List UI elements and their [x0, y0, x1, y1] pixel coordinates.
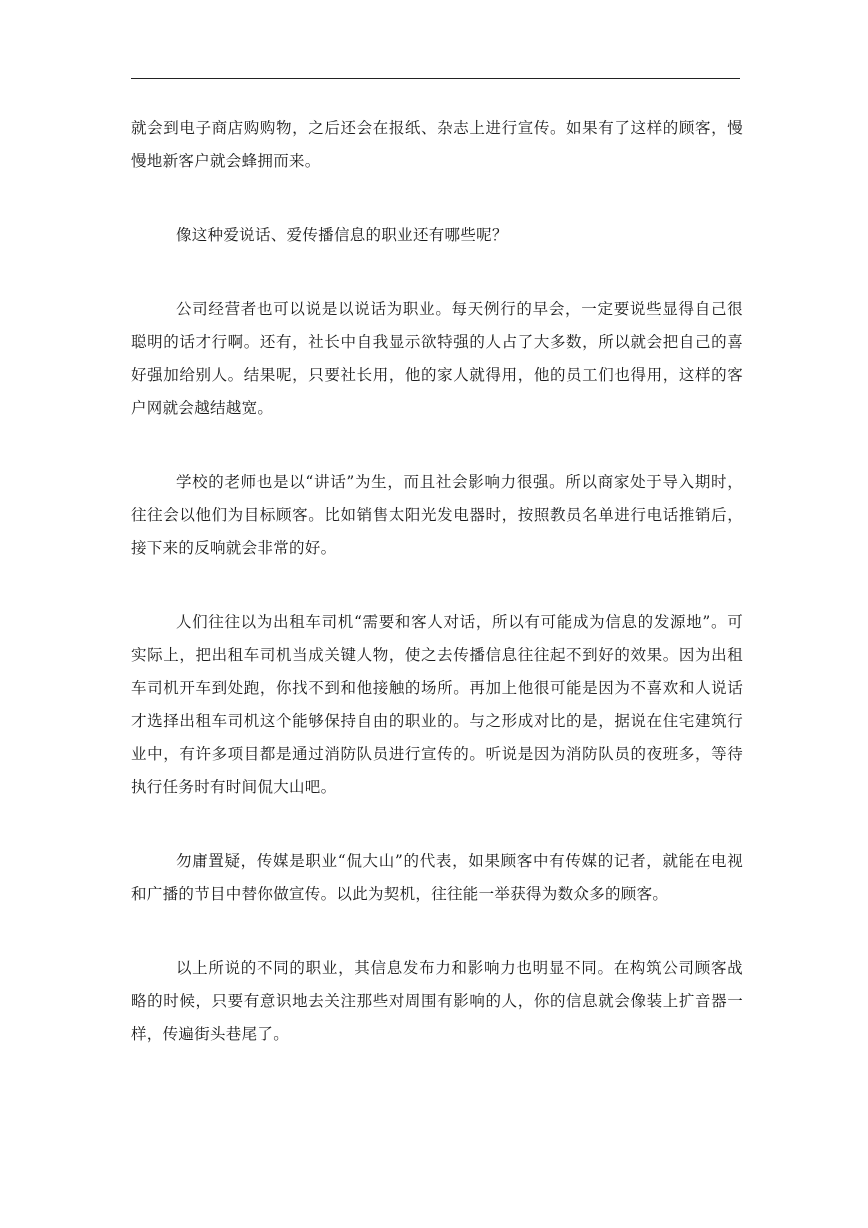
document-body: [131, 112, 743, 1092]
paragraph-1: 就会到电子商店购购物，之后还会在报纸、杂志上进行宣传。如果有了这样的顾客，慢慢地新客户就会蜂拥而来。: [131, 119, 743, 170]
paragraph-7: 以上所说的不同的职业，其信息发布力和影响力也明显不同。在构筑公司顾客战略的时候，只要有意识地去关注那些对周围有影响的人，你的信息就会像装上扩音器一样，传遍街头巷尾了。: [131, 959, 743, 1043]
header-rule: [131, 78, 740, 79]
paragraph-2: 像这种爱说话、爱传播信息的职业还有哪些呢？: [175, 226, 508, 244]
paragraph-5: 人们往往以为出租车司机“需要和客人对话，所以有可能成为信息的发源地”。可实际上，把出租车司机当成关键人物，使之去传播信息往往起不到好的效果。因为出租车司机开车到处跑，你找不到和他接触的场所。再加上他很可能是因为不喜欢和人说话才选择出租车司机这个能够保持自由的职业的。与之形成对比的是，据说在住宅建筑行业中，有许多项目都是通过消防队员进行宣传的。听说是因为消防队员的夜班多，等待执行任务时有时间侃大山吧。: [131, 613, 743, 796]
paragraph-4: 学校的老师也是以“讲话”为生，而且社会影响力很强。所以商家处于导入期时，往往会以他们为目标顾客。比如销售太阳光发电器时，按照教员名单进行电话推销后，接下来的反响就会非常的好。: [131, 473, 743, 557]
paragraph-3: 公司经营者也可以说是以说话为职业。每天例行的早会，一定要说些显得自己很聪明的话才行啊。还有，社长中自我显示欲特强的人占了大多数，所以就会把自己的喜好强加给别人。结果呢，只要社长用，他的家人就得用，他的员工们也得用，这样的客户网就会越结越宽。: [131, 300, 743, 417]
paragraph-6: 勿庸置疑，传媒是职业“侃大山”的代表，如果顾客中有传媒的记者，就能在电视和广播的节目中替你做宣传。以此为契机，往往能一举获得为数众多的顾客。: [131, 852, 743, 903]
